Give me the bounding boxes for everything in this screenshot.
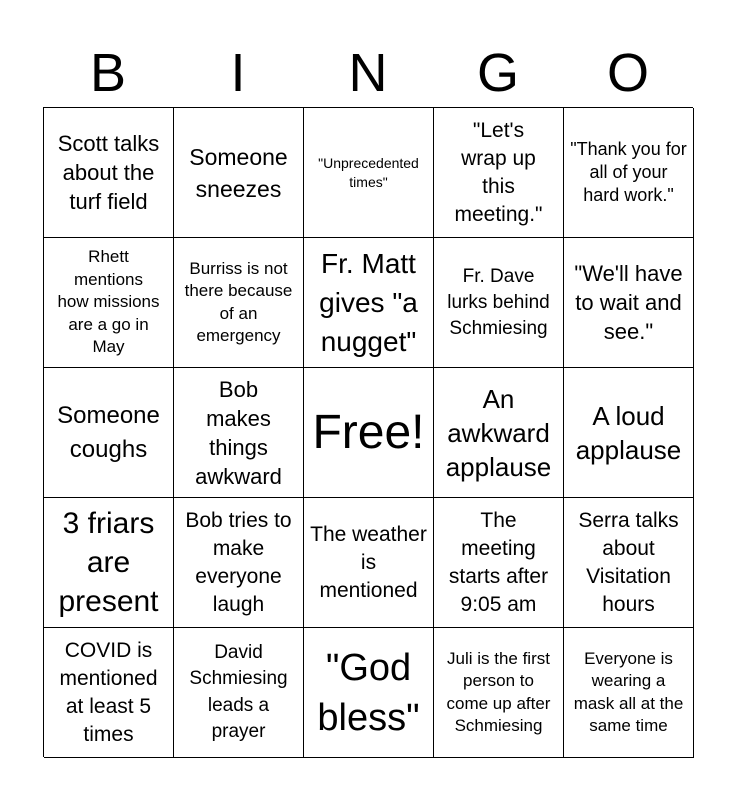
bingo-cell-r5c4[interactable] bbox=[434, 628, 564, 758]
bingo-cell-r5c3[interactable] bbox=[304, 628, 434, 758]
bingo-cell-r2c3[interactable] bbox=[304, 238, 434, 368]
header-letter-g: G bbox=[476, 43, 519, 103]
bingo-cell-r1c4[interactable] bbox=[434, 108, 564, 238]
bingo-cell-free[interactable] bbox=[304, 368, 434, 498]
bingo-cell-text: 3 friars are present bbox=[58, 507, 159, 618]
header-letter-b: B bbox=[89, 43, 127, 103]
bingo-cell-r1c2[interactable] bbox=[174, 108, 304, 238]
bingo-cell-text: Someone coughs bbox=[57, 401, 160, 463]
bingo-cell-text: Someone sneezes bbox=[189, 143, 288, 202]
header-letter-o: O bbox=[606, 43, 649, 103]
header-letter-n: N bbox=[348, 43, 388, 103]
bingo-cell-text: An awkward applause bbox=[445, 383, 552, 482]
bingo-cell-text: David Schmiesing leads a prayer bbox=[189, 641, 288, 742]
bingo-cell-text: Bob tries to make everyone laugh bbox=[185, 508, 292, 616]
bingo-cell-text: Bob makes things awkward bbox=[195, 376, 282, 489]
bingo-cell-text: Serra talks about Visitation hours bbox=[578, 508, 679, 616]
bingo-cell-text: "Unprecedented times" bbox=[318, 154, 419, 190]
bingo-cell-r5c2[interactable] bbox=[174, 628, 304, 758]
bingo-cell-text: "Thank you for all of your hard work." bbox=[570, 139, 687, 205]
bingo-cell-r5c1[interactable] bbox=[44, 628, 174, 758]
bingo-cell-text: The weather is mentioned bbox=[310, 522, 427, 602]
bingo-cell-text: A loud applause bbox=[575, 400, 682, 465]
bingo-cell-r4c2[interactable] bbox=[174, 498, 304, 628]
bingo-cell-text: Free! bbox=[312, 405, 425, 459]
bingo-cell-r1c3[interactable] bbox=[304, 108, 434, 238]
bingo-cell-r5c5[interactable] bbox=[564, 628, 694, 758]
bingo-cell-text: "God bless" bbox=[317, 646, 420, 739]
bingo-cell-text: The meeting starts after 9:05 am bbox=[448, 508, 549, 616]
bingo-header bbox=[43, 40, 693, 106]
bingo-cell-r4c3[interactable] bbox=[304, 498, 434, 628]
bingo-cell-r3c5[interactable] bbox=[564, 368, 694, 498]
bingo-cell-r3c4[interactable] bbox=[434, 368, 564, 498]
bingo-cell-text: Rhett mentions how missions are a go in May bbox=[57, 247, 160, 357]
bingo-cell-r2c4[interactable] bbox=[434, 238, 564, 368]
bingo-cell-r4c1[interactable] bbox=[44, 498, 174, 628]
bingo-cell-text: Burriss is not there because of an emergency bbox=[184, 258, 293, 345]
bingo-cell-text: Fr. Matt gives "a nugget" bbox=[319, 248, 418, 357]
bingo-cell-r2c1[interactable] bbox=[44, 238, 174, 368]
bingo-cell-text: Fr. Dave lurks behind Schmiesing bbox=[447, 265, 550, 339]
bingo-cell-text: Juli is the first person to come up after Schmiesing bbox=[446, 648, 551, 735]
bingo-cell-text: "Let's wrap up this meeting." bbox=[454, 118, 543, 226]
bingo-cell-r2c5[interactable] bbox=[564, 238, 694, 368]
bingo-cell-text: COVID is mentioned at least 5 times bbox=[59, 638, 158, 746]
bingo-cell-text: Scott talks about the turf field bbox=[57, 131, 160, 214]
bingo-cell-r2c2[interactable] bbox=[174, 238, 304, 368]
bingo-cell-r3c2[interactable] bbox=[174, 368, 304, 498]
bingo-cell-text: "We'll have to wait and see." bbox=[574, 261, 683, 344]
bingo-cell-r1c1[interactable] bbox=[44, 108, 174, 238]
bingo-cell-text: Everyone is wearing a mask all at the same time bbox=[573, 648, 684, 735]
bingo-grid bbox=[43, 107, 693, 757]
bingo-cell-r4c5[interactable] bbox=[564, 498, 694, 628]
bingo-cell-r3c1[interactable] bbox=[44, 368, 174, 498]
bingo-cell-r4c4[interactable] bbox=[434, 498, 564, 628]
header-letter-i: I bbox=[230, 43, 246, 103]
bingo-cell-r1c5[interactable] bbox=[564, 108, 694, 238]
